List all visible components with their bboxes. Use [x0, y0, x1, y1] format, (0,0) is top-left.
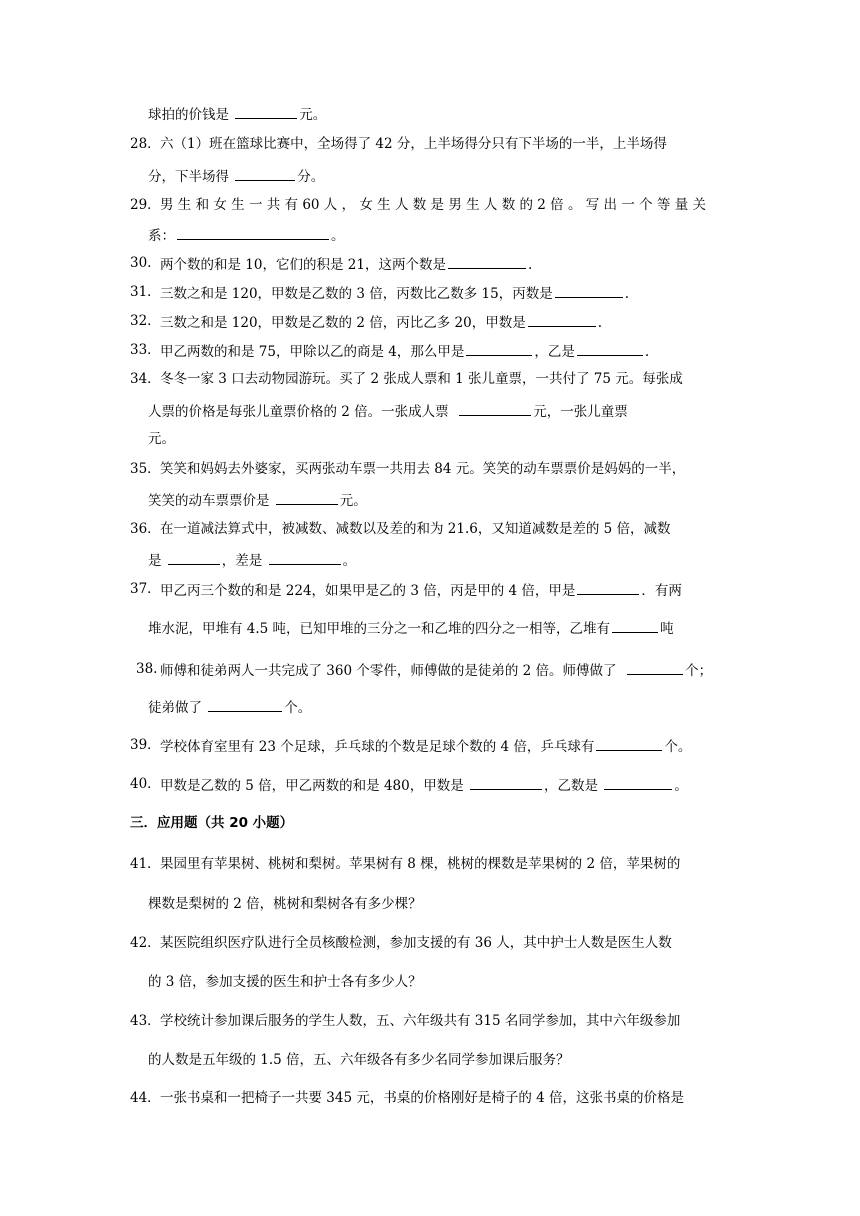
q36-blank-b — [269, 550, 341, 565]
q29-text-line1: 男 生 和 女 生 一 共 有 60 人 ， 女 生 人 数 是 男 生 人 数 的 2 倍 。 写 出 一 个 等 量 关 — [160, 197, 707, 213]
q43-text-line1: 学校统计参加课后服务的学生人数，五、六年级共有 315 名同学参加，其中六年级参加 — [160, 1013, 681, 1029]
q37-blank-a — [577, 580, 639, 595]
q33-mid: ，乙是 — [534, 344, 575, 360]
q40-end: 。 — [674, 778, 688, 794]
q34-text-line2b: 元，一张儿童票 — [533, 404, 628, 420]
q40-blank-a — [470, 775, 542, 790]
q37-text-line2a: 堆水泥，甲堆有 4.5 吨，已知甲堆的三分之一和乙堆的四分之一相等，乙堆有 — [148, 621, 611, 637]
q28-text-line2a: 分，下半场得 — [148, 169, 229, 185]
q35-text-line2b: 元。 — [339, 493, 367, 509]
q32-text: 三数之和是 120，甲数是乙数的 2 倍，丙比乙多 20，甲数是 — [160, 315, 526, 331]
q37-text-line1a: 甲乙丙三个数的和是 224，如果甲是乙的 3 倍，丙是甲的 4 倍，甲是 — [160, 583, 576, 599]
q34-text-line3: 元。 — [148, 431, 175, 447]
q33-text: 甲乙两数的和是 75，甲除以乙的商是 4，那么甲是 — [160, 344, 465, 360]
q33-blank-b — [577, 341, 643, 356]
q36-blank-a — [168, 550, 220, 565]
q43-text-line2: 的人数是五年级的 1.5 倍，五、六年级各有多少名同学参加课后服务？ — [148, 1052, 570, 1068]
q38-text-line1b: 个； — [685, 663, 713, 679]
q38-blank-a — [627, 660, 683, 675]
q30-text: 两个数的和是 10，它们的积是 21，这两个数是 — [160, 257, 446, 273]
q42-text-line1: 某医院组织医疗队进行全员核酸检测，参加支援的有 36 人，其中护士人数是医生人数 — [160, 935, 672, 951]
q34-text-line2a: 人票的价格是每张儿童票价格的 2 倍。一张成人票 — [148, 404, 449, 420]
q42-text-line2: 的 3 倍，参加支援的医生和护士各有多少人？ — [148, 974, 422, 990]
q40-blank-b — [604, 775, 672, 790]
q40-number: 40． — [130, 776, 161, 792]
q39-text: 学校体育室里有 23 个足球，乒乓球的个数是足球个数的 4 倍，乒乓球有 — [160, 739, 595, 755]
q27-blank — [235, 104, 297, 119]
q29-text-line2a: 系： — [148, 228, 175, 244]
q35-blank — [276, 490, 338, 505]
q34-number: 34． — [130, 371, 161, 387]
q39-end: 个。 — [664, 739, 692, 755]
q36-text-line2b: ，差是 — [221, 553, 263, 569]
q38-text-line2b: 个。 — [284, 700, 312, 716]
q37-number: 37． — [130, 581, 161, 597]
q35-text-line1: 笑笑和妈妈去外婆家，买两张动车票一共用去 84 元。笑笑的动车票票价是妈妈的一半， — [160, 461, 686, 477]
q31-end: . — [624, 286, 629, 302]
q31-number: 31． — [130, 284, 161, 300]
q38-number: 38. — [136, 661, 158, 677]
q27-text: 球拍的价钱是 — [148, 107, 229, 123]
q38-text-line1a: 师傅和徒弟两人一共完成了 360 个零件，师傅做的是徒弟的 2 倍。师傅做了 — [160, 663, 617, 679]
q41-text-line1: 果园里有苹果树、桃树和梨树。苹果树有 8 棵，桃树的棵数是苹果树的 2 倍，苹果树的 — [160, 856, 681, 872]
q34-blank-a — [459, 401, 531, 416]
q35-text-line2a: 笑笑的动车票票价是 — [148, 493, 270, 509]
q30-number: 30. — [130, 255, 152, 271]
q28-number: 28． — [130, 136, 161, 152]
q35-number: 35． — [130, 461, 161, 477]
q39-number: 39． — [130, 737, 161, 753]
q29-text-line2b: 。 — [331, 228, 345, 244]
q37-text-line1b: ．有两 — [641, 583, 682, 599]
q29-blank — [177, 225, 329, 240]
q40-text: 甲数是乙数的 5 倍，甲乙两数的和是 480，甲数是 — [160, 778, 464, 794]
q32-blank — [528, 312, 596, 327]
q29-number: 29． — [130, 197, 161, 213]
q37-blank-b — [612, 618, 658, 633]
q28-text-line1: 六（1）班在篮球比赛中，全场得了 42 分，上半场得分只有下半场的一半，上半场得 — [160, 136, 667, 152]
section-heading: 三．应用题（共 20 小题） — [130, 815, 294, 831]
q44-text-line1: 一张书桌和一把椅子一共要 345 元，书桌的价格刚好是椅子的 4 倍，这张书桌的价格是 — [160, 1090, 685, 1106]
q36-text-line2a: 是 — [148, 553, 162, 569]
q28-blank — [235, 166, 295, 181]
q43-number: 43． — [130, 1013, 161, 1029]
q36-text-line1: 在一道减法算式中，被减数、减数以及差的和为 21.6，又知道减数是差的 5 倍，减数 — [160, 521, 671, 537]
q31-text: 三数之和是 120，甲数是乙数的 3 倍，丙数比乙数多 15，丙数是 — [160, 286, 553, 302]
q32-number: 32． — [130, 313, 161, 329]
q32-end: . — [597, 315, 602, 331]
q33-number: 33． — [130, 342, 161, 358]
q39-blank — [596, 736, 662, 751]
q41-text-line2: 棵数是梨树的 2 倍，桃树和梨树各有多少棵？ — [148, 896, 422, 912]
q31-blank — [555, 283, 623, 298]
q36-text-line2c: 。 — [342, 553, 357, 569]
q38-text-line2a: 徒弟做了 — [148, 700, 202, 716]
q27-unit: 元。 — [299, 107, 327, 123]
q37-text-line2b: 吨 — [660, 621, 674, 637]
q44-number: 44． — [130, 1090, 161, 1106]
q41-number: 41． — [130, 856, 161, 872]
q38-blank-b — [208, 697, 282, 712]
q42-number: 42． — [130, 935, 161, 951]
q28-text-line2b: 分。 — [297, 169, 325, 185]
q36-number: 36． — [130, 521, 161, 537]
q33-end: . — [644, 344, 650, 360]
q30-end: . — [527, 257, 533, 273]
q34-text-line1: 冬冬一家 3 口去动物园游玩。买了 2 张成人票和 1 张儿童票，一共付了 75 元。每张成 — [160, 371, 683, 387]
q33-blank-a — [466, 341, 532, 356]
q30-blank — [448, 254, 526, 269]
q40-mid: ，乙数是 — [544, 778, 599, 794]
